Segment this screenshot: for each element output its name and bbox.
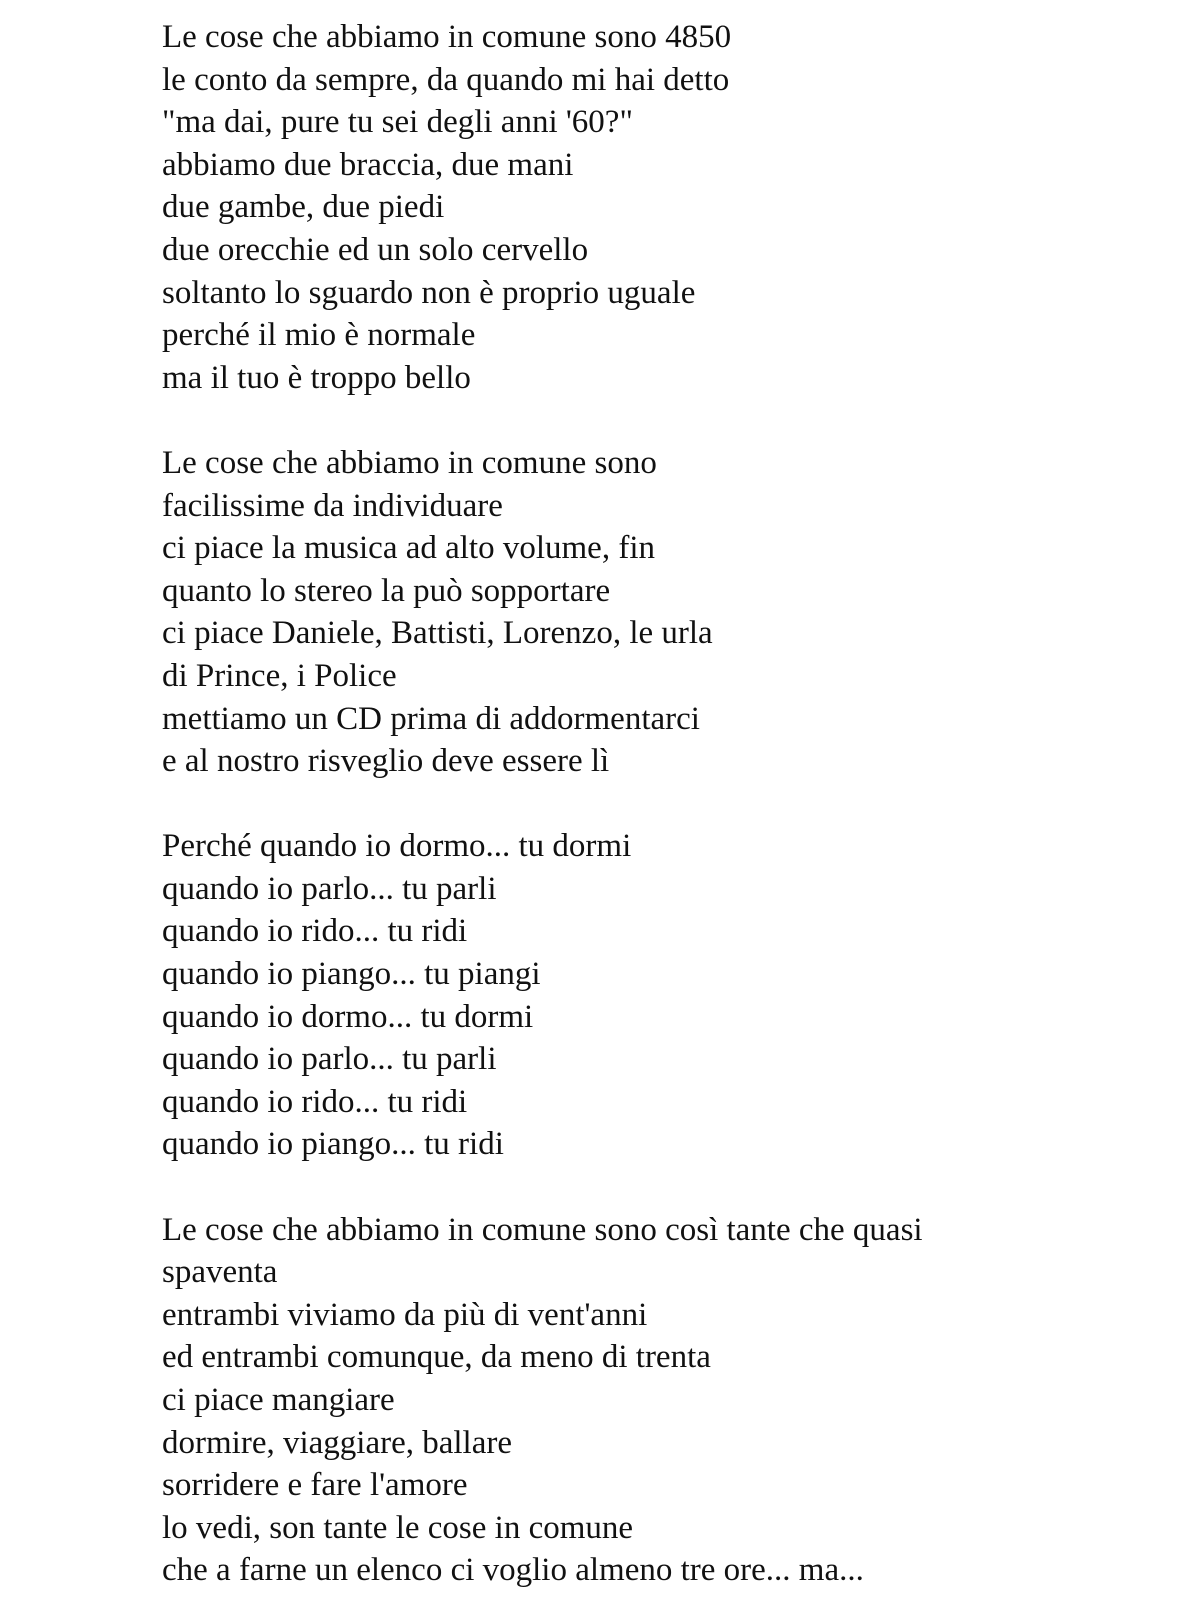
lyric-line: lo vedi, son tante le cose in comune bbox=[162, 1509, 634, 1546]
lyric-line: Perché quando io dormo... tu dormi bbox=[162, 828, 632, 865]
lyric-line: due gambe, due piedi bbox=[162, 189, 445, 226]
lyrics-document bbox=[162, 16, 1162, 1592]
lyric-line: quando io parlo... tu parli bbox=[162, 1041, 497, 1078]
stanza-2 bbox=[162, 442, 1162, 783]
lyric-line: e al nostro risveglio deve essere lì bbox=[162, 743, 610, 780]
lyric-line: abbiamo due braccia, due mani bbox=[162, 146, 574, 183]
lyric-line: che a farne un elenco ci voglio almeno tre ore... ma... bbox=[162, 1552, 864, 1589]
lyric-line: dormire, viaggiare, ballare bbox=[162, 1424, 512, 1461]
lyric-line: sorridere e fare l'amore bbox=[162, 1467, 468, 1504]
lyric-line: Le cose che abbiamo in comune sono così tante che quasi bbox=[162, 1211, 923, 1248]
lyric-line: Le cose che abbiamo in comune sono bbox=[162, 444, 657, 481]
lyric-line: facilissime da individuare bbox=[162, 487, 503, 524]
lyric-line: quando io dormo... tu dormi bbox=[162, 998, 534, 1035]
lyric-line: entrambi viviamo da più di vent'anni bbox=[162, 1296, 648, 1333]
lyric-line: ed entrambi comunque, da meno di trenta bbox=[162, 1339, 711, 1376]
stanza-3 bbox=[162, 825, 1162, 1166]
stanza-1 bbox=[162, 16, 1162, 399]
lyric-line: mettiamo un CD prima di addormentarci bbox=[162, 700, 700, 737]
lyric-line: due orecchie ed un solo cervello bbox=[162, 231, 589, 268]
lyric-line: Le cose che abbiamo in comune sono 4850 bbox=[162, 19, 732, 55]
stanza-4 bbox=[162, 1209, 1162, 1592]
lyric-line: quando io piango... tu piangi bbox=[162, 956, 541, 993]
lyric-line: ma il tuo è troppo bello bbox=[162, 359, 471, 396]
lyric-line: di Prince, i Police bbox=[162, 657, 397, 694]
lyric-line: quanto lo stereo la può sopportare bbox=[162, 572, 611, 609]
lyric-line: ci piace la musica ad alto volume, fin bbox=[162, 530, 655, 567]
lyric-line: quando io rido... tu ridi bbox=[162, 913, 468, 950]
lyric-line: quando io parlo... tu parli bbox=[162, 870, 497, 907]
lyric-line: soltanto lo sguardo non è proprio uguale bbox=[162, 274, 696, 311]
lyric-line: ci piace Daniele, Battisti, Lorenzo, le urla bbox=[162, 615, 713, 652]
lyric-line: "ma dai, pure tu sei degli anni '60?" bbox=[162, 104, 633, 141]
lyric-line: le conto da sempre, da quando mi hai detto bbox=[162, 61, 730, 98]
lyric-line: quando io rido... tu ridi bbox=[162, 1083, 468, 1120]
lyric-line: spaventa bbox=[162, 1254, 278, 1291]
lyric-line: quando io piango... tu ridi bbox=[162, 1126, 504, 1163]
lyric-line: ci piace mangiare bbox=[162, 1382, 395, 1418]
lyric-line: perché il mio è normale bbox=[162, 317, 476, 354]
